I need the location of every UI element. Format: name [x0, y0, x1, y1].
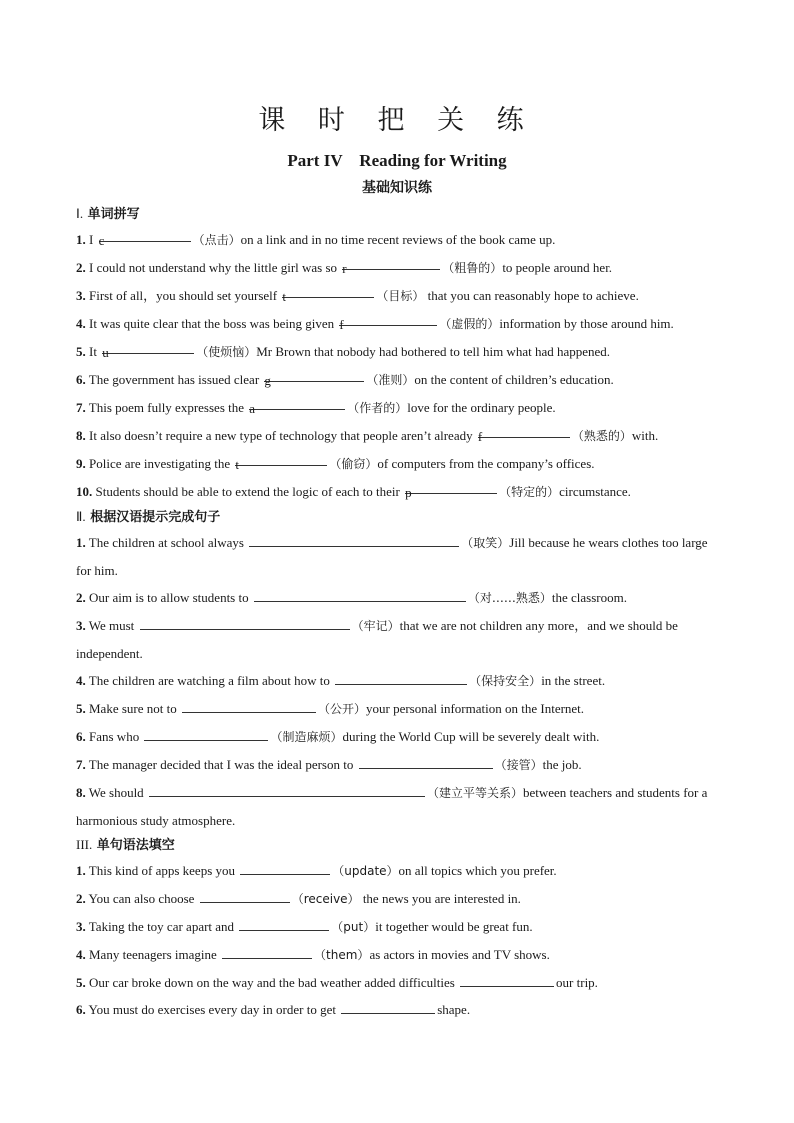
first-letter-hint: r [342, 261, 347, 276]
question-item [76, 969, 718, 996]
worksheet-page [76, 0, 718, 1023]
question-text-after: shape. [437, 1002, 471, 1017]
question-item [76, 310, 718, 338]
answer-blank[interactable] [249, 394, 345, 416]
question-number: 7. [76, 400, 86, 415]
question-text-before: You can also choose [88, 891, 198, 906]
question-text-after: with. [631, 428, 659, 443]
question-text-before: I could not understand why the little girl was so [89, 260, 341, 275]
question-text-after: your personal information on the Internet. [366, 701, 585, 716]
answer-blank[interactable] [182, 697, 316, 713]
question-number: 8. [76, 785, 86, 800]
question-text-before: This kind of apps keeps you [88, 863, 239, 878]
question-item [76, 366, 718, 394]
question-item [76, 422, 718, 450]
question-number: 6. [76, 1002, 86, 1017]
hint-text: （receive） [291, 892, 360, 906]
question-text-after: as actors in movies and TV shows. [369, 947, 550, 962]
part-title: Part IV Reading for Writing [287, 151, 507, 170]
question-item [76, 885, 718, 913]
question-text-after: on all topics which you prefer. [398, 863, 557, 878]
question-item [76, 667, 718, 695]
question-item [76, 254, 718, 282]
section-group-title: 基础知识练 [362, 180, 432, 196]
question-text-after: between teachers and students for a harmonious study atmosphere. [76, 785, 708, 828]
question-text-after: circumstance. [559, 484, 631, 499]
question-item [76, 779, 718, 834]
answer-blank[interactable] [341, 998, 435, 1014]
answer-blank[interactable] [254, 586, 466, 602]
question-item [76, 338, 718, 366]
question-text-after: the news you are interested in. [359, 891, 521, 906]
answer-blank[interactable] [342, 254, 440, 276]
question-text-after: in the street. [541, 673, 606, 688]
section-heading-2 [76, 506, 718, 529]
answer-blank[interactable] [239, 915, 329, 931]
section-1-list [76, 226, 718, 506]
first-letter-hint: g [264, 373, 271, 388]
question-text-before: Many teenagers imagine [89, 947, 221, 962]
first-letter-hint: t [282, 289, 287, 304]
question-number: 3. [76, 919, 86, 934]
question-item [76, 529, 718, 584]
first-letter-hint: f [339, 317, 344, 332]
hint-text: （粗鲁的） [442, 261, 503, 275]
question-number: 2. [76, 260, 86, 275]
question-item [76, 751, 718, 779]
answer-blank[interactable] [98, 226, 191, 248]
answer-blank[interactable] [460, 971, 554, 987]
question-number: 1. [76, 535, 86, 550]
section-heading-text: 单句语法填空 [96, 838, 175, 853]
question-item [76, 478, 718, 506]
question-text-after: on a link and in no time recent reviews of the book came up. [240, 232, 556, 247]
question-text-before: The children are watching a film about how to [88, 673, 334, 688]
hint-text: （虚假的） [439, 317, 500, 331]
question-item [76, 941, 718, 969]
question-text-after: Mr Brown that nobody had bothered to tell him what had happened. [256, 344, 611, 359]
question-text-before: It [89, 344, 101, 359]
question-text-after: that you can reasonably hope to achieve. [424, 288, 639, 303]
first-letter-hint: c [98, 233, 105, 248]
question-text-before: It also doesn’t require a new type of technology that people aren’t already [89, 428, 476, 443]
question-number: 2. [76, 891, 86, 906]
question-text-before: The manager decided that I was the ideal person to [88, 757, 357, 772]
question-text-after: during the World Cup will be severely dealt with. [342, 729, 600, 744]
question-item [76, 695, 718, 723]
question-number: 6. [76, 729, 86, 744]
answer-blank[interactable] [240, 859, 330, 875]
page-title: 课 时 把 关 练 [258, 105, 536, 136]
hint-text: （作者的） [347, 401, 408, 415]
question-text-before: It was quite clear that the boss was being given [89, 316, 338, 331]
hint-text: （使烦恼） [196, 345, 257, 359]
question-text-before: Our aim is to allow students to [89, 590, 252, 605]
answer-blank[interactable] [335, 669, 467, 685]
hint-text: （公开） [317, 702, 366, 716]
question-number: 1. [76, 232, 86, 247]
question-text-after: it together would be great fun. [375, 919, 533, 934]
question-text-before: We must [88, 618, 138, 633]
hint-text: （接管） [494, 758, 543, 772]
section-2-list [76, 529, 718, 834]
question-text-before: Our car broke down on the way and the bad weather added difficulties [89, 975, 459, 990]
hint-text: （put） [331, 920, 376, 934]
question-number: 10. [76, 484, 93, 499]
question-text-before: The children at school always [88, 535, 248, 550]
hint-text: （熟悉的） [571, 429, 632, 443]
question-number: 9. [76, 456, 86, 471]
section-number: III. [76, 837, 93, 852]
answer-blank[interactable] [235, 450, 327, 472]
section-heading-text: 单词拼写 [87, 207, 140, 222]
question-number: 5. [76, 344, 86, 359]
hint-text: （建立平等关系） [426, 786, 523, 800]
question-item [76, 584, 718, 612]
question-text-before: Taking the toy car apart and [88, 919, 238, 934]
question-item [76, 913, 718, 941]
question-item [76, 996, 718, 1023]
question-item [76, 450, 718, 478]
question-number: 4. [76, 673, 86, 688]
question-text-before: Students should be able to extend the logic of each to their [95, 484, 404, 499]
first-letter-hint: a [249, 401, 256, 416]
question-text-after: to people around her. [502, 260, 613, 275]
question-text-after: of computers from the company’s offices. [377, 456, 595, 471]
question-text-before: This poem fully expresses the [88, 400, 248, 415]
question-number: 5. [76, 701, 86, 716]
section-heading-1 [76, 203, 718, 226]
question-text-after: on the content of children’s education. [414, 372, 614, 387]
question-text-before: Make sure not to [89, 701, 180, 716]
question-item [76, 394, 718, 422]
section-number: Ⅰ. [76, 206, 84, 221]
hint-text: （保持安全） [469, 674, 542, 688]
hint-text: （点击） [192, 233, 241, 247]
hint-text: （对……熟悉） [467, 591, 552, 605]
hint-text: （特定的） [499, 485, 560, 499]
hint-text: （update） [332, 864, 399, 878]
answer-blank[interactable] [200, 887, 290, 903]
section-number: Ⅱ. [76, 509, 86, 524]
hint-text: （准则） [366, 373, 415, 387]
answer-blank[interactable] [339, 310, 437, 332]
question-text-after: love for the ordinary people. [407, 400, 556, 415]
question-number: 4. [76, 316, 86, 331]
first-letter-hint: f [477, 429, 483, 444]
question-text-before: We should [88, 785, 147, 800]
question-item [76, 857, 718, 885]
question-number: 3. [76, 288, 86, 303]
hint-text: （制造麻烦） [270, 730, 343, 744]
question-number: 8. [76, 428, 86, 443]
question-number: 4. [76, 947, 86, 962]
question-number: 2. [76, 590, 86, 605]
question-text-before: The government has issued clear [88, 372, 263, 387]
answer-blank[interactable] [140, 614, 350, 630]
question-item [76, 282, 718, 310]
question-text-after: our trip. [556, 975, 598, 990]
answer-blank[interactable] [144, 725, 268, 741]
answer-blank[interactable] [282, 282, 374, 304]
question-text-before: Fans who [89, 729, 143, 744]
first-letter-hint: t [235, 457, 240, 472]
question-text-before: Police are investigating the [89, 456, 234, 471]
question-number: 5. [76, 975, 86, 990]
question-text-after: Jill because he wears clothes too large for him. [76, 535, 708, 578]
answer-blank[interactable] [405, 478, 497, 500]
first-letter-hint: p [405, 485, 412, 500]
question-text-after: that we are not children any more，and we should be independent. [76, 618, 678, 661]
question-item [76, 226, 718, 254]
question-item [76, 723, 718, 751]
section-heading-3 [76, 834, 718, 857]
question-text-after: the classroom. [551, 590, 627, 605]
question-text-before: I [89, 232, 97, 247]
question-text-before: First of all，you should set yourself [89, 288, 281, 303]
hint-text: （偷窃） [329, 457, 378, 471]
answer-blank[interactable] [149, 781, 425, 797]
section-3-list [76, 857, 718, 1023]
section-heading-text: 根据汉语提示完成句子 [90, 510, 221, 525]
answer-blank[interactable] [264, 366, 364, 388]
hint-text: （目标） [376, 289, 425, 303]
answer-blank[interactable] [102, 338, 194, 360]
question-text-after: the job. [542, 757, 582, 772]
question-number: 6. [76, 372, 86, 387]
answer-blank[interactable] [477, 422, 570, 444]
question-item [76, 612, 718, 667]
hint-text: （取笑） [461, 536, 510, 550]
question-number: 3. [76, 618, 86, 633]
answer-blank[interactable] [222, 943, 312, 959]
hint-text: （them） [314, 948, 370, 962]
first-letter-hint: u [102, 345, 109, 360]
answer-blank[interactable] [359, 753, 493, 769]
question-text-after: information by those around him. [499, 316, 674, 331]
question-number: 1. [76, 863, 86, 878]
hint-text: （牢记） [351, 619, 400, 633]
answer-blank[interactable] [249, 531, 459, 547]
question-text-before: You must do exercises every day in order to get [88, 1002, 340, 1017]
question-number: 7. [76, 757, 86, 772]
